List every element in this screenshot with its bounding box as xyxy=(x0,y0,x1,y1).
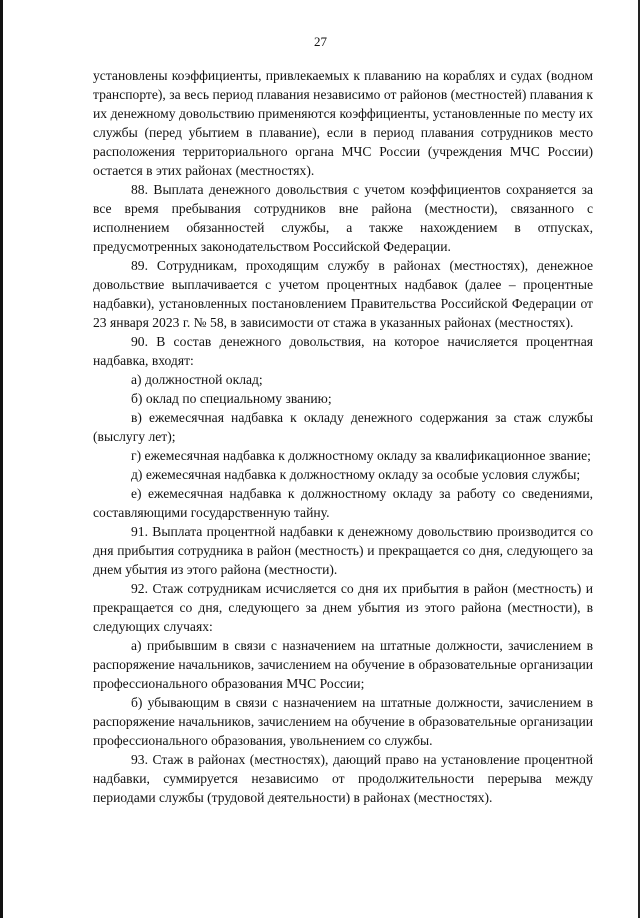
list-item-90-d: д) ежемесячная надбавка к должностному окладу за особые условия службы; xyxy=(131,467,581,482)
paragraph-88: 88. Выплата денежного довольствия с учетом коэффициентов сохраняется за все время пребывания сотрудников вне района (местности), связанного с исполнением обязанностей службы, а также нахождением в отпусках, предусмотренных законодательством Российской Федерации. xyxy=(93,182,593,254)
list-item-90-v: в) ежемесячная надбавка к окладу денежного содержания за стаж службы (выслугу лет); xyxy=(93,410,593,444)
list-item-90-g: г) ежемесячная надбавка к должностному окладу за квалификационное звание; xyxy=(131,448,591,463)
page-number: 27 xyxy=(314,34,327,49)
paragraph-93: 93. Стаж в районах (местностях), дающий право на установление процентной надбавки, суммируется независимо от продолжительности перерыва между периодами службы (трудовой деятельности) в районах (местностях). xyxy=(93,752,593,805)
paragraph-89: 89. Сотрудникам, проходящим службу в районах (местностях), денежное довольствие выплачивается с учетом процентных надбавок (далее – процентные надбавки), установленных постановлением Правительства Российской Федерации от 23 января 2023 г. № 58, в зависимости от стажа в указанных районах (местностях). xyxy=(93,258,593,330)
list-item-90-a: а) должностной оклад; xyxy=(131,372,263,387)
list-item-92-a: а) прибывшим в связи с назначением на штатные должности, зачислением в распоряжение начальников, зачислением на обучение в образовательные организации профессионального образования МЧС России; xyxy=(93,638,593,691)
paragraph-91: 91. Выплата процентной надбавки к денежному довольствию производится со дня прибытия сотрудника в район (местность) и прекращается со дня, следующего за днем убытия из этого района (местности). xyxy=(93,524,593,577)
list-item-90-b: б) оклад по специальному званию; xyxy=(131,391,332,406)
paragraph-92: 92. Стаж сотрудникам исчисляется со дня их прибытия в район (местность) и прекращается со дня, следующего за днем убытия из этого района (местности), в следующих случаях: xyxy=(93,581,593,634)
document-body xyxy=(93,66,593,807)
list-item-90-e: е) ежемесячная надбавка к должностному окладу за работу со сведениями, составляющими государственную тайну. xyxy=(93,486,593,520)
paragraph-90: 90. В состав денежного довольствия, на которое начисляется процентная надбавка, входят: xyxy=(93,334,593,368)
paragraph-continuation: установлены коэффициенты, привлекаемых к плаванию на кораблях и судах (водном транспорте), за весь период плавания независимо от районов (местностей) плавания к их денежному довольствию применяются коэффициенты, установленные по месту их службы (перед убытием в плавание), если в период плавания сотрудников место расположения территориального органа МЧС России (учреждения МЧС России) остается в этих районах (местностях). xyxy=(93,68,593,178)
list-item-92-b: б) убывающим в связи с назначением на штатные должности, зачислением в распоряжение начальников, зачислением на обучение в образовательные организации профессионального образования, увольнением со службы. xyxy=(93,695,593,748)
